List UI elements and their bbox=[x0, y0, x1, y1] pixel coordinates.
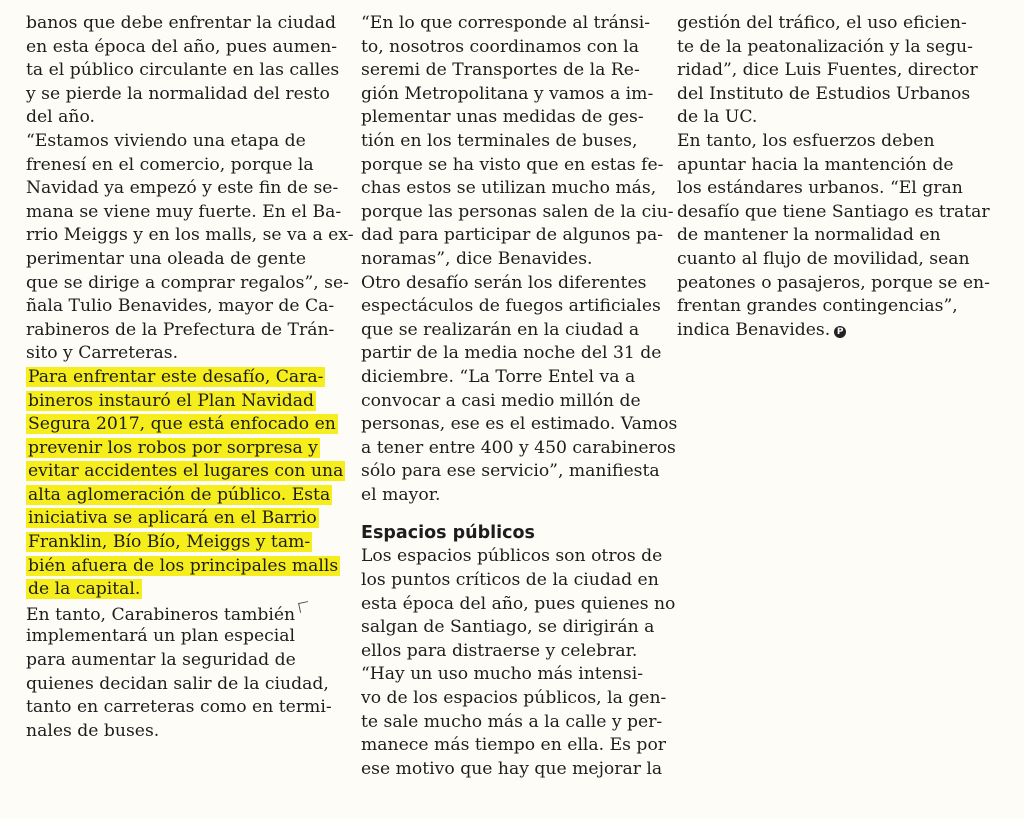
text-line: cuanto al flujo de movilidad, sean bbox=[677, 248, 970, 269]
text-line: para aumentar la seguridad de bbox=[26, 650, 296, 671]
text-line: tión en los terminales de buses, bbox=[361, 130, 638, 151]
article-paragraph bbox=[677, 130, 992, 342]
text-line: implementará un plan especial bbox=[26, 626, 295, 647]
text-line: dad para participar de algunos pa- bbox=[361, 225, 664, 246]
text-line: tanto en carreteras como en termi- bbox=[26, 697, 332, 718]
article-paragraph bbox=[361, 12, 674, 272]
text-line: personas, ese es el estimado. Vamos bbox=[361, 414, 678, 435]
text-line: chas estos se utilizan mucho más, bbox=[361, 178, 657, 199]
text-line: gión Metropolitana y vamos a im- bbox=[361, 83, 654, 104]
article-paragraph bbox=[26, 12, 338, 130]
text-line: que se dirige a comprar regalos”, se- bbox=[26, 272, 349, 293]
end-of-article-icon: P bbox=[834, 326, 846, 338]
text-line: en esta época del año, pues aumen- bbox=[26, 36, 338, 57]
text-line: y se pierde la normalidad del resto bbox=[26, 83, 330, 104]
text-line: Segura 2017, que está enfocado en bbox=[28, 414, 336, 435]
text-line: bineros instauró el Plan Navidad bbox=[28, 390, 314, 411]
text-line: partir de la media noche del 31 de bbox=[361, 343, 662, 364]
text-line: espectáculos de fuegos artificiales bbox=[361, 296, 661, 317]
text-line: perimentar una oleada de gente bbox=[26, 248, 307, 269]
text-line: Otro desafío serán los diferentes bbox=[361, 272, 647, 293]
text-line: del año. bbox=[26, 107, 95, 128]
text-line: manece más tiempo en ella. Es por bbox=[361, 735, 667, 756]
text-line: rrio Meiggs y en los malls, se va a ex- bbox=[26, 225, 354, 246]
text-line: los puntos críticos de la ciudad en bbox=[361, 570, 659, 591]
text-line: evitar accidentes el lugares con una bbox=[28, 461, 344, 482]
text-line: to, nosotros coordinamos con la bbox=[361, 36, 640, 57]
text-line: alta aglomeración de público. Esta bbox=[28, 484, 331, 505]
article-paragraph bbox=[361, 663, 667, 781]
text-line: peatones o pasajeros, porque se en- bbox=[677, 272, 990, 293]
text-line: banos que debe enfrentar la ciudad bbox=[26, 13, 337, 33]
article-paragraph bbox=[361, 545, 676, 663]
text-line: frenesí en el comercio, porque la bbox=[26, 154, 314, 175]
text-line: noramas”, dice Benavides. bbox=[361, 248, 593, 269]
text-line: porque se ha visto que en estas fe- bbox=[361, 154, 664, 175]
article-paragraph bbox=[26, 130, 354, 366]
text-line: de la capital. bbox=[28, 579, 141, 600]
text-line: ese motivo que hay que mejorar la bbox=[361, 758, 663, 779]
text-line: de la UC. bbox=[677, 107, 758, 128]
text-line: que se realizarán en la ciudad a bbox=[361, 319, 640, 340]
article-paragraph bbox=[361, 272, 678, 508]
text-line: de mantener la normalidad en bbox=[677, 225, 941, 246]
article-paragraph bbox=[26, 602, 338, 744]
article-paragraph bbox=[677, 12, 992, 130]
text-line: salgan de Santiago, se dirigirán a bbox=[361, 617, 655, 638]
text-line: quienes decidan salir de la ciudad, bbox=[26, 673, 329, 694]
text-line: prevenir los robos por sorpresa y bbox=[28, 437, 318, 458]
text-line: rabineros de la Prefectura de Trán- bbox=[26, 319, 335, 340]
text-line: mana se viene muy fuerte. En el Ba- bbox=[26, 201, 342, 222]
text-line: Para enfrentar este desafío, Cara- bbox=[28, 366, 324, 387]
text-line: “Hay un uso mucho más intensi- bbox=[361, 664, 644, 685]
text-line: ta el público circulante en las calles bbox=[26, 60, 340, 81]
text-line: ellos para distraerse y celebrar. bbox=[361, 640, 638, 661]
text-line: En tanto, los esfuerzos deben bbox=[677, 130, 935, 151]
article-column-1 bbox=[26, 12, 354, 743]
text-line: ridad”, dice Luis Fuentes, director bbox=[677, 60, 978, 81]
text-line: bién afuera de los principales malls bbox=[28, 555, 339, 576]
text-line: apuntar hacia la mantención de bbox=[677, 154, 954, 175]
text-line: plementar unas medidas de ges- bbox=[361, 107, 644, 128]
text-line: sólo para ese servicio”, manifiesta bbox=[361, 461, 660, 482]
text-line: a tener entre 400 y 450 carabineros bbox=[361, 437, 676, 458]
text-line: Navidad ya empezó y este fin de se- bbox=[26, 178, 339, 199]
text-line: porque las personas salen de la ciu- bbox=[361, 201, 674, 222]
text-line: indica Benavides. P bbox=[677, 319, 992, 343]
text-line: nales de buses. bbox=[26, 720, 160, 741]
highlighted-paragraph bbox=[26, 366, 344, 602]
text-line: del Instituto de Estudios Urbanos bbox=[677, 83, 971, 104]
text-line: “En lo que corresponde al tránsi- bbox=[361, 13, 651, 33]
text-line: desafío que tiene Santiago es tratar bbox=[677, 201, 990, 222]
text-line: vo de los espacios públicos, la gen- bbox=[361, 688, 667, 709]
text-line: “Estamos viviendo una etapa de bbox=[26, 130, 306, 151]
text-line: En tanto, Carabineros también bbox=[26, 602, 338, 626]
text-line: te sale mucho más a la calle y per- bbox=[361, 711, 663, 732]
text-line: sito y Carreteras. bbox=[26, 343, 179, 364]
text-line: el mayor. bbox=[361, 484, 441, 505]
text-line: esta época del año, pues quienes no bbox=[361, 593, 676, 614]
text-line: Franklin, Bío Bío, Meiggs y tam- bbox=[28, 532, 311, 553]
text-line: iniciativa se aplicará en el Barrio bbox=[28, 508, 317, 529]
text-line: diciembre. “La Torre Entel va a bbox=[361, 366, 636, 387]
text-line: te de la peatonalización y la segu- bbox=[677, 36, 973, 57]
text-line: seremi de Transportes de la Re- bbox=[361, 60, 640, 81]
text-line: frentan grandes contingencias”, bbox=[677, 296, 958, 317]
text-line: ñala Tulio Benavides, mayor de Ca- bbox=[26, 296, 335, 317]
pen-mark-icon bbox=[298, 601, 310, 613]
text-line: Los espacios públicos son otros de bbox=[361, 546, 663, 567]
text-line: gestión del tráfico, el uso eficien- bbox=[677, 13, 967, 33]
text-line: los estándares urbanos. “El gran bbox=[677, 178, 963, 199]
article-column-3 bbox=[677, 12, 992, 342]
article-column-2 bbox=[361, 12, 678, 781]
section-subheading: Espacios públicos bbox=[361, 523, 535, 544]
text-line: convocar a casi medio millón de bbox=[361, 390, 641, 411]
